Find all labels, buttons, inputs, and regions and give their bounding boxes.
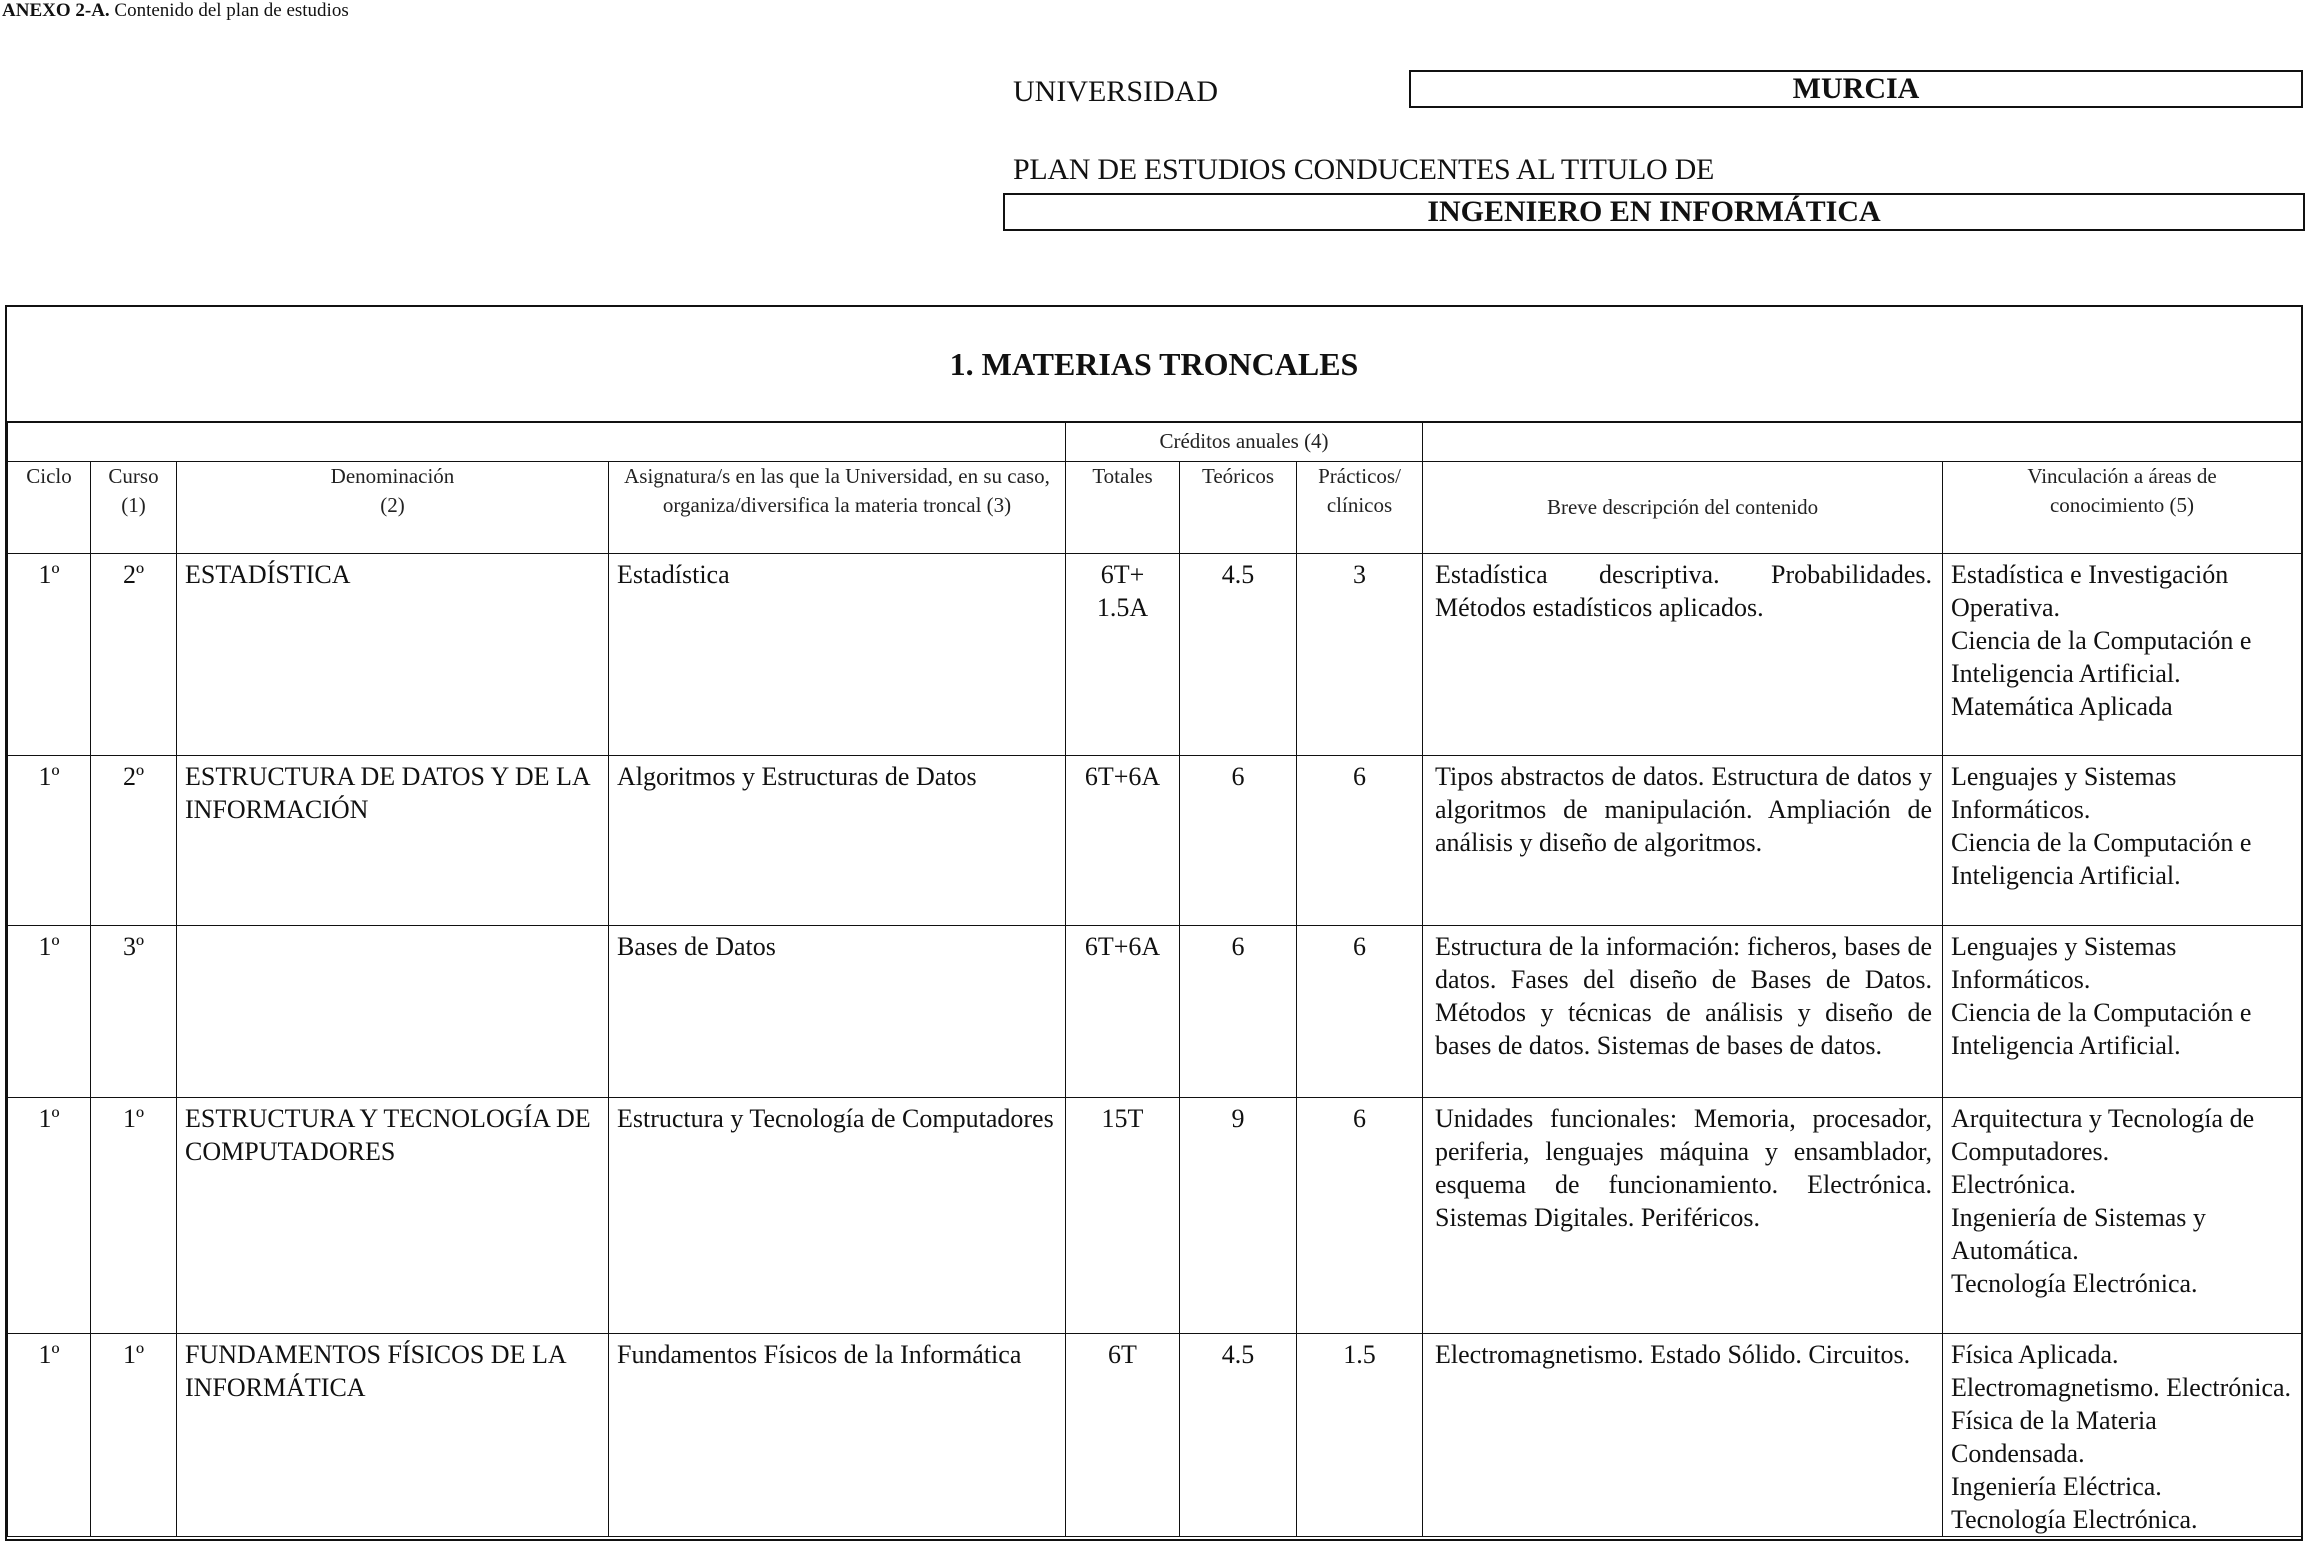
- ciclo-cell: 1º: [8, 554, 91, 756]
- areas-cell: [1943, 1334, 2302, 1537]
- area-item: Física Aplicada. Electromagnetismo. Electrónica.: [1951, 1340, 2292, 1402]
- area-item: Tecnología Electrónica.: [1951, 1505, 2198, 1534]
- totales-cell: 6T+6A: [1066, 756, 1180, 926]
- table-row: [8, 926, 2302, 1098]
- creditos-header: Créditos anuales (4): [1066, 422, 1423, 462]
- practicos-cell: 6: [1297, 1098, 1423, 1334]
- denominacion-cell: [177, 926, 609, 1098]
- ciclo-cell: 1º: [8, 756, 91, 926]
- area-item: Tecnología Electrónica.: [1951, 1269, 2198, 1298]
- curso-cell: 1º: [91, 1098, 177, 1334]
- col-vinculacion: Vinculación a áreas de conocimiento (5): [1943, 462, 2302, 554]
- table-row: [8, 554, 2302, 756]
- col-totales: Totales: [1066, 462, 1180, 554]
- section-title: 1. MATERIAS TRONCALES: [7, 307, 2301, 423]
- col-descripcion: Breve descripción del contenido: [1423, 462, 1943, 554]
- teoricos-cell: 4.5: [1180, 554, 1297, 756]
- area-item: Arquitectura y Tecnología de Computadores.: [1951, 1104, 2255, 1166]
- area-item: Ciencia de la Computación e Inteligencia Artificial.: [1951, 828, 2252, 890]
- asignatura-cell: Bases de Datos: [609, 926, 1066, 1098]
- teoricos-cell: 4.5: [1180, 1334, 1297, 1537]
- asignatura-cell: Estadística: [609, 554, 1066, 756]
- col-ciclo: Ciclo: [8, 462, 91, 554]
- area-item: Electrónica.: [1951, 1170, 2076, 1199]
- descripcion-cell: Unidades funcionales: Memoria, procesador, periferia, lenguajes máquina y ensamblador, esquema de funcionamiento. Electrónica. Sistemas Digitales. Periféricos.: [1423, 1098, 1943, 1334]
- totales-cell: 15T: [1066, 1098, 1180, 1334]
- ciclo-cell: 1º: [8, 926, 91, 1098]
- ciclo-cell: 1º: [8, 1334, 91, 1537]
- ciclo-cell: 1º: [8, 1098, 91, 1334]
- asignatura-cell: Fundamentos Físicos de la Informática: [609, 1334, 1066, 1537]
- table-row: [8, 1098, 2302, 1334]
- area-item: Lenguajes y Sistemas Informáticos.: [1951, 762, 2177, 824]
- col-denominacion: Denominación (2): [177, 462, 609, 554]
- area-item: Ciencia de la Computación e Inteligencia Artificial.: [1951, 998, 2252, 1060]
- areas-cell: [1943, 1098, 2302, 1334]
- table-row: [8, 1334, 2302, 1537]
- col-asignatura: Asignatura/s en las que la Universidad, en su caso, organiza/diversifica la materia troncal (3): [609, 462, 1066, 554]
- areas-cell: [1943, 554, 2302, 756]
- asignatura-cell: Algoritmos y Estructuras de Datos: [609, 756, 1066, 926]
- totales-cell: 6T+6A: [1066, 926, 1180, 1098]
- practicos-cell: 6: [1297, 756, 1423, 926]
- area-item: Ingeniería Eléctrica.: [1951, 1472, 2162, 1501]
- curso-cell: 1º: [91, 1334, 177, 1537]
- curso-cell: 3º: [91, 926, 177, 1098]
- totales-cell: 6T+ 1.5A: [1066, 554, 1180, 756]
- area-item: Ciencia de la Computación e Inteligencia Artificial.: [1951, 626, 2252, 688]
- universidad-value: MURCIA: [1409, 70, 2303, 108]
- table-row: [8, 756, 2302, 926]
- practicos-cell: 1.5: [1297, 1334, 1423, 1537]
- area-item: Lenguajes y Sistemas Informáticos.: [1951, 932, 2177, 994]
- denominacion-cell: ESTRUCTURA DE DATOS Y DE LA INFORMACIÓN: [177, 756, 609, 926]
- curso-cell: 2º: [91, 554, 177, 756]
- area-item: Matemática Aplicada: [1951, 692, 2173, 721]
- area-item: Ingeniería de Sistemas y Automática.: [1951, 1203, 2206, 1265]
- areas-cell: [1943, 926, 2302, 1098]
- denominacion-cell: ESTRUCTURA Y TECNOLOGÍA DE COMPUTADORES: [177, 1098, 609, 1334]
- col-practicos: Prácticos/ clínicos: [1297, 462, 1423, 554]
- curso-cell: 2º: [91, 756, 177, 926]
- col-teoricos: Teóricos: [1180, 462, 1297, 554]
- universidad-label: UNIVERSIDAD: [1013, 75, 1218, 108]
- annex-label: ANEXO 2-A.: [2, 0, 110, 21]
- asignatura-cell: Estructura y Tecnología de Computadores: [609, 1098, 1066, 1334]
- area-item: Estadística e Investigación Operativa.: [1951, 560, 2229, 622]
- plan-label: PLAN DE ESTUDIOS CONDUCENTES AL TITULO DE: [1013, 153, 1715, 186]
- teoricos-cell: 6: [1180, 926, 1297, 1098]
- teoricos-cell: 9: [1180, 1098, 1297, 1334]
- denominacion-cell: ESTADÍSTICA: [177, 554, 609, 756]
- teoricos-cell: 6: [1180, 756, 1297, 926]
- annex-text: Contenido del plan de estudios: [109, 0, 349, 21]
- blank-header-right: [1423, 422, 2302, 462]
- denominacion-cell: FUNDAMENTOS FÍSICOS DE LA INFORMÁTICA: [177, 1334, 609, 1537]
- descripcion-cell: Electromagnetismo. Estado Sólido. Circuitos.: [1423, 1334, 1943, 1537]
- annex-heading: [2, 0, 349, 22]
- practicos-cell: 6: [1297, 926, 1423, 1098]
- areas-cell: [1943, 756, 2302, 926]
- descripcion-cell: Tipos abstractos de datos. Estructura de datos y algoritmos de manipulación. Ampliación de análisis y diseño de algoritmos.: [1423, 756, 1943, 926]
- totales-cell: 6T: [1066, 1334, 1180, 1537]
- subjects-table: [7, 421, 2302, 1537]
- area-item: Física de la Materia Condensada.: [1951, 1406, 2157, 1468]
- descripcion-cell: Estadística descriptiva. Probabilidades. Métodos estadísticos aplicados.: [1423, 554, 1943, 756]
- descripcion-cell: Estructura de la información: ficheros, bases de datos. Fases del diseño de Bases de Datos. Métodos y técnicas de análisis y diseño de bases de datos. Sistemas de bases de datos.: [1423, 926, 1943, 1098]
- titulo-value: INGENIERO EN INFORMÁTICA: [1003, 193, 2305, 231]
- blank-header: [8, 422, 1066, 462]
- materias-troncales-table: [5, 305, 2303, 1541]
- practicos-cell: 3: [1297, 554, 1423, 756]
- col-curso: Curso (1): [91, 462, 177, 554]
